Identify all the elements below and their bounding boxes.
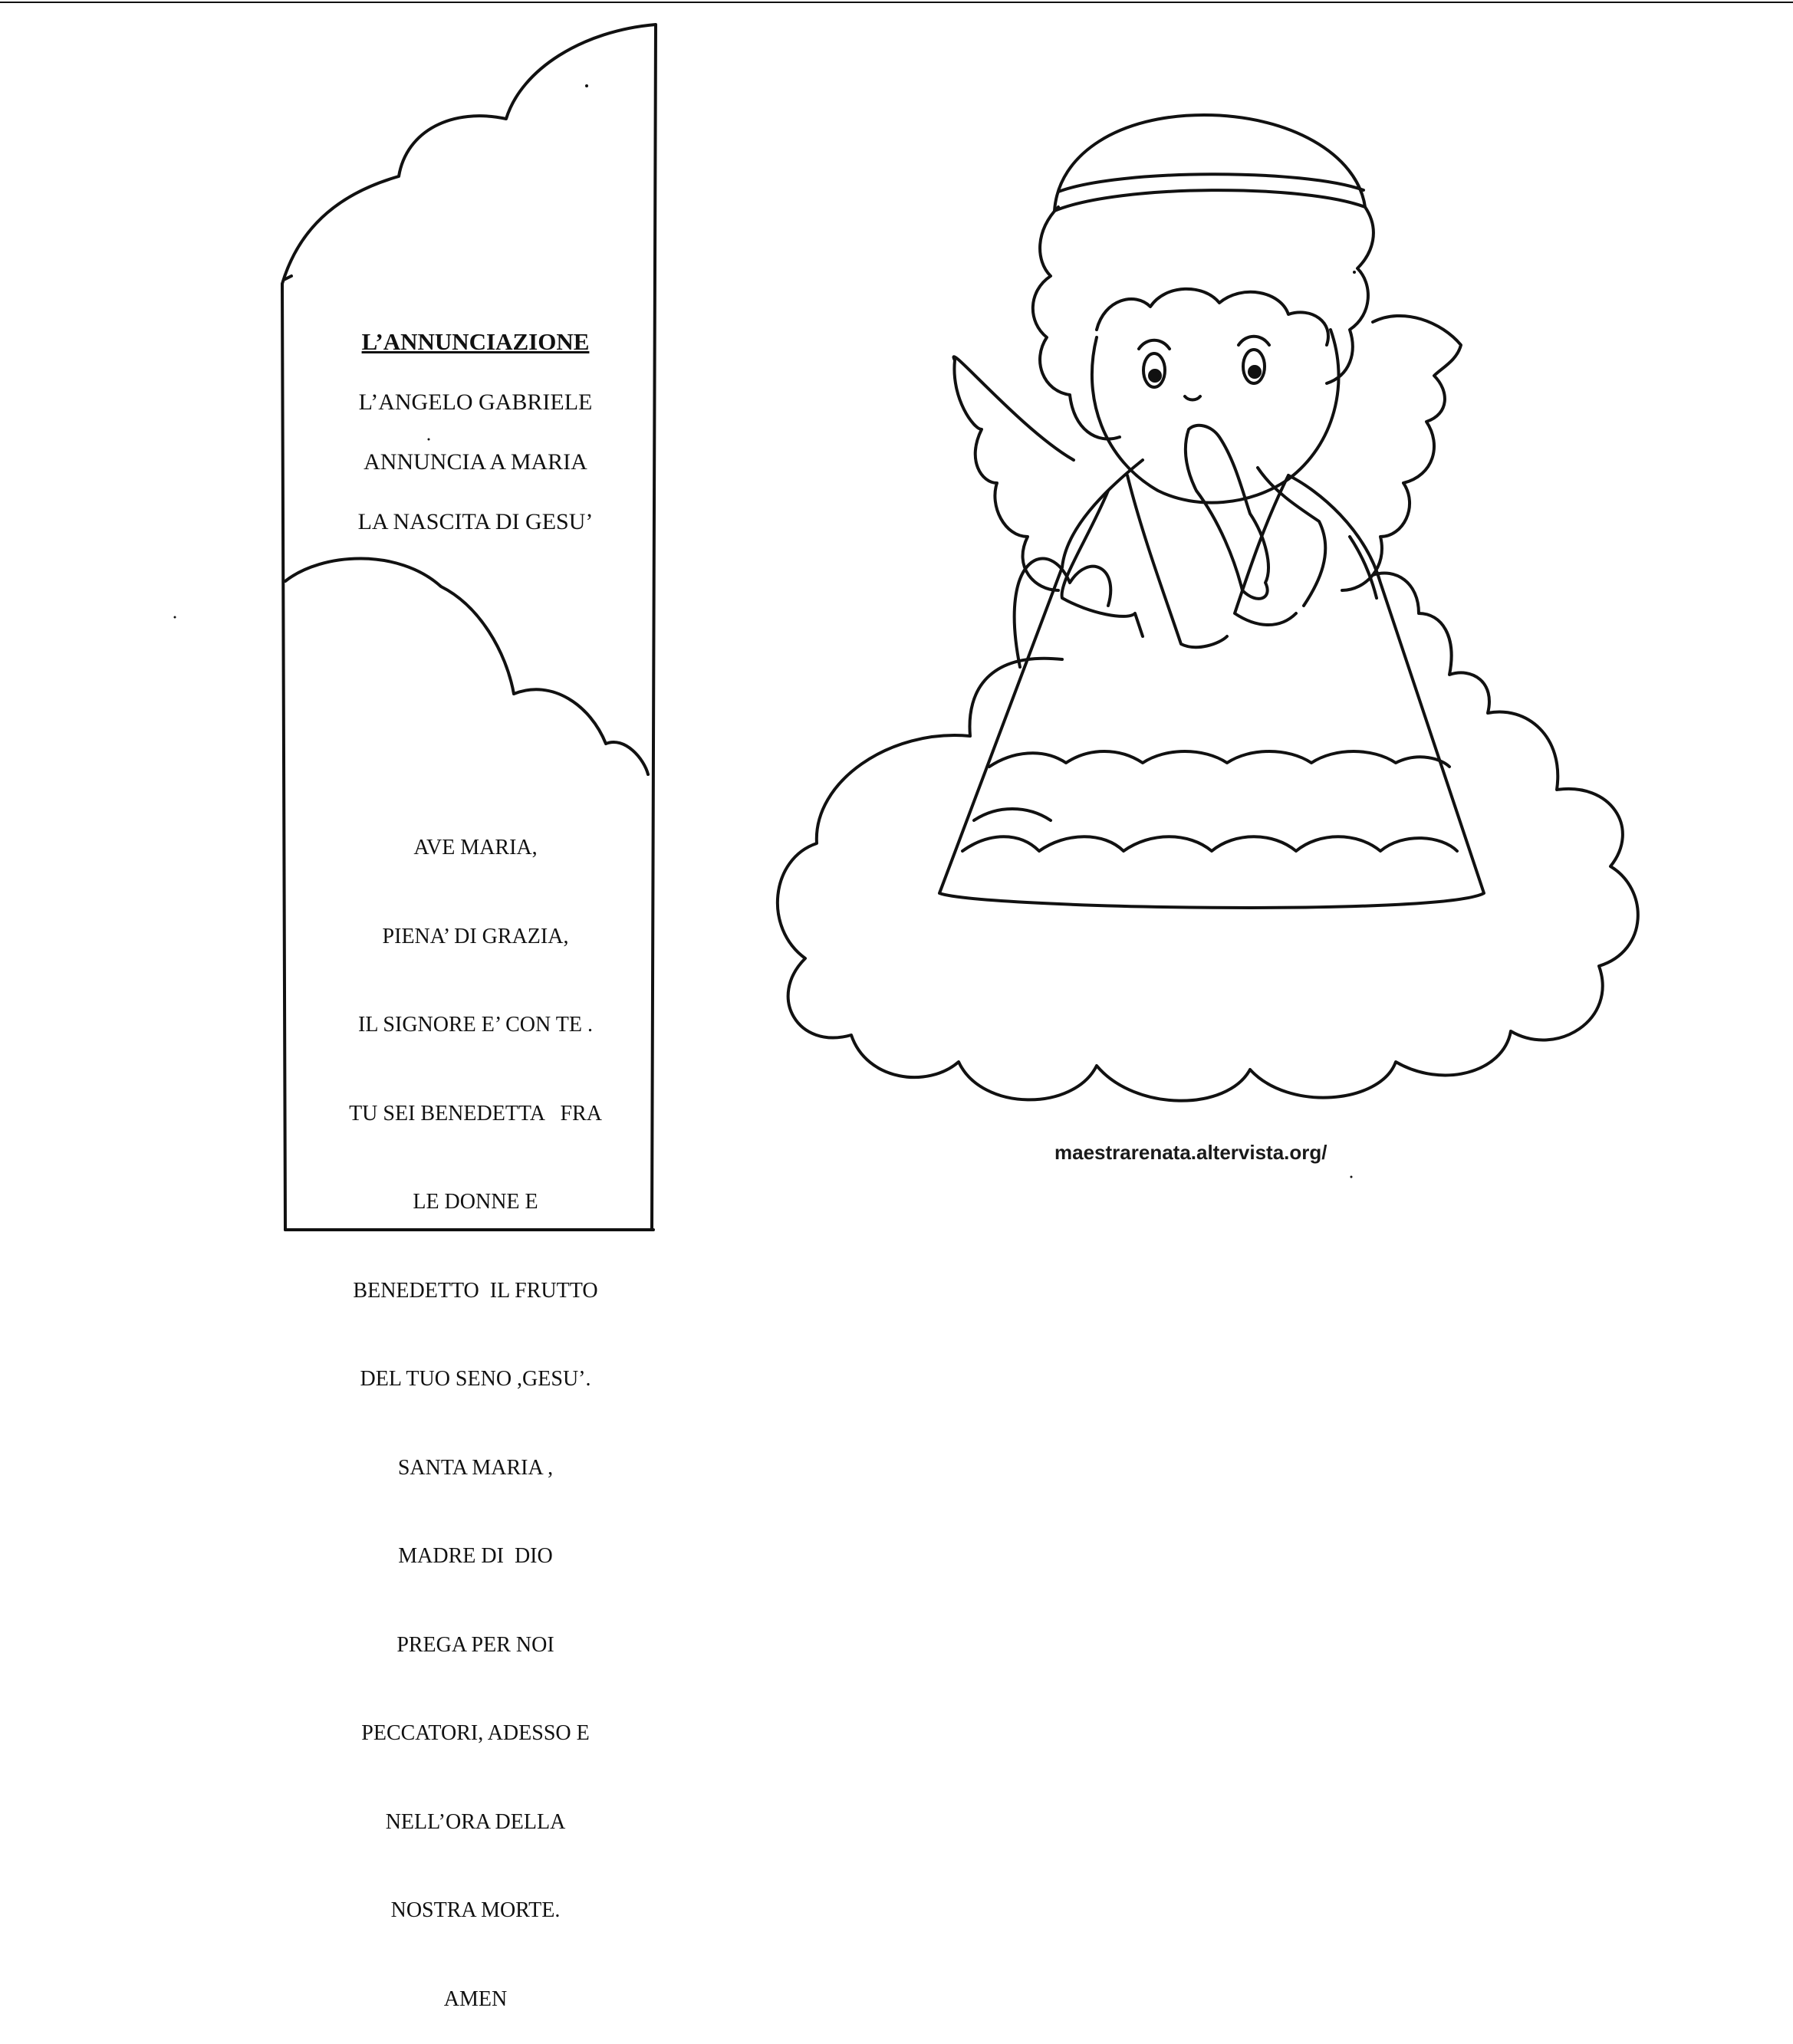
bookmark-line-1: L’ANGELO GABRIELE (358, 389, 593, 415)
prayer-line: BENEDETTO IL FRUTTO (353, 1278, 598, 1303)
bookmark-title: L’ANNUNCIAZIONE (361, 328, 590, 355)
prayer-line: MADRE DI DIO (398, 1544, 553, 1568)
prayer-line: PIENA’ DI GRAZIA, (382, 924, 569, 948)
prayer-line: NELL’ORA DELLA (385, 1809, 566, 1834)
prayer-line: SANTA MARIA , (397, 1455, 554, 1480)
prayer-line: AMEN (443, 1986, 508, 2011)
prayer-line: PECCATORI, ADESSO E (361, 1721, 590, 1745)
prayer-line: IL SIGNORE E’ CON TE . (358, 1013, 593, 1037)
prayer-line: PREGA PER NOI (396, 1632, 554, 1657)
cloud-icon (778, 559, 1638, 1101)
prayer-line: NOSTRA MORTE. (390, 1898, 561, 1922)
prayer-line: DEL TUO SENO ,GESU’. (360, 1367, 591, 1391)
prayer-line: AVE MARIA, (413, 836, 538, 859)
credit-url: maestrarenata.altervista.org/ (1054, 1141, 1327, 1164)
prayer-line: TU SEI BENEDETTA FRA (349, 1101, 602, 1126)
bookmark-line-3: LA NASCITA DI GESU’ (357, 509, 594, 534)
angel-icon (939, 115, 1484, 908)
prayer-text (303, 774, 648, 2044)
prayer-line: LE DONNE E (413, 1190, 538, 1214)
bookmark-line-2: ANNUNCIA A MARIA (364, 449, 587, 475)
